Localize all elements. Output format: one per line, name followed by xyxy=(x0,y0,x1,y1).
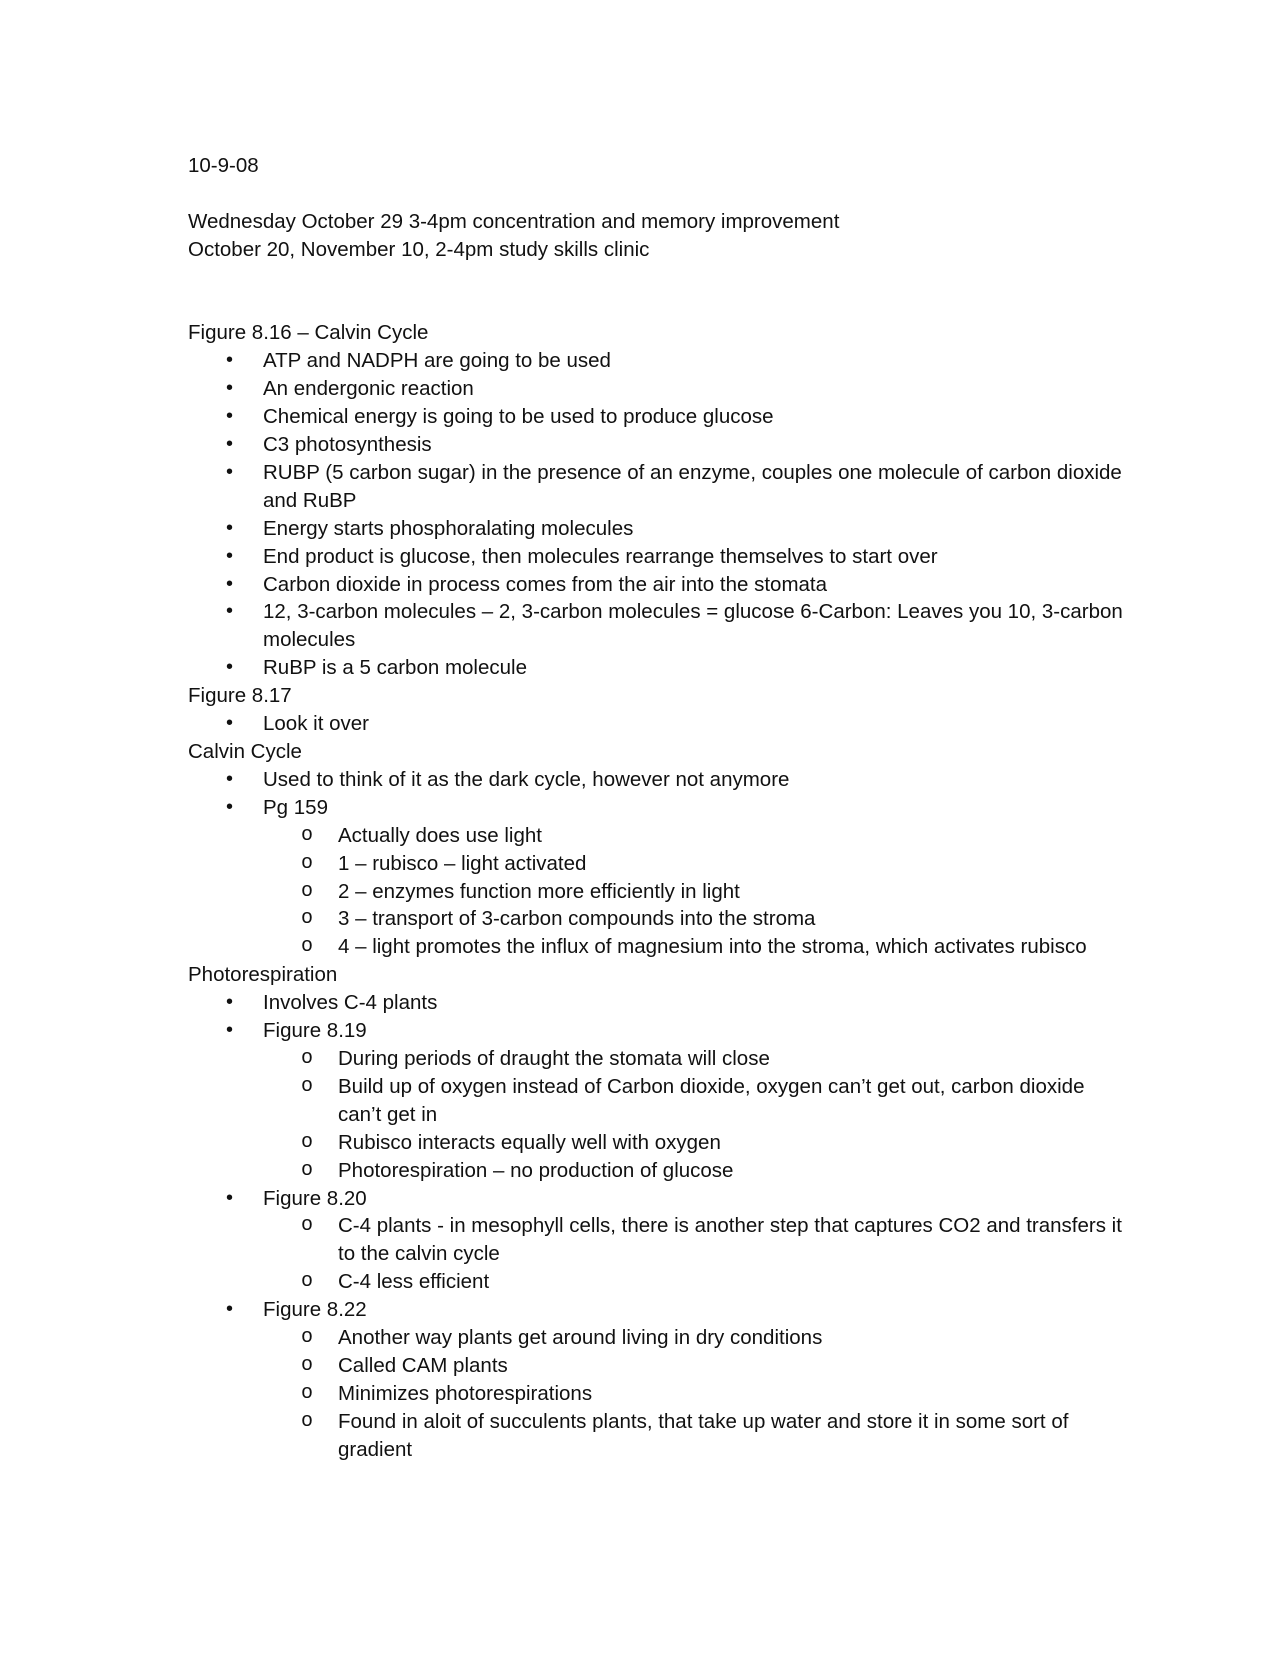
section-heading: Figure 8.16 – Calvin Cycle xyxy=(188,321,429,345)
document-page xyxy=(188,152,1128,1464)
list-item: • Chemical energy is going to be used to produce glucose xyxy=(188,403,1128,431)
sub-list-item: o During periods of draught the stomata will close xyxy=(188,1045,1128,1073)
sub-list-item: o Rubisco interacts equally well with oxygen xyxy=(188,1129,1128,1157)
circle-bullet-icon: o xyxy=(301,1214,314,1238)
sub-list-item: o Photorespiration – no production of glucose xyxy=(188,1157,1128,1185)
bullet-icon: • xyxy=(226,349,234,372)
bullet-list xyxy=(188,347,1128,682)
circle-bullet-icon: o xyxy=(301,1409,314,1433)
list-item: • Pg 159 o Actually does use light o 1 – rubisco – light activated o 2 – enzymes function more efficiently in light o 3 – transport of 3-carbon compounds into the stroma o 4 – light promotes the influx of magnesium into the stroma, which activates rubisco xyxy=(188,794,1128,961)
bullet-icon: • xyxy=(226,600,234,623)
bullet-icon: • xyxy=(226,1019,234,1042)
sub-list-item: o Actually does use light xyxy=(188,822,1128,850)
sub-list-item: o 1 – rubisco – light activated xyxy=(188,850,1128,878)
bullet-list xyxy=(188,989,1128,1463)
sub-bullet-list xyxy=(263,822,1128,962)
list-item: • Figure 8.22 o Another way plants get around living in dry conditions o Called CAM plants o Minimizes photorespirations o Found in aloit of succulents plants, that take up water and store it in some sort of gradient xyxy=(188,1296,1128,1463)
circle-bullet-icon: o xyxy=(301,879,314,903)
bullet-icon: • xyxy=(226,656,234,679)
bullet-icon: • xyxy=(226,516,234,539)
sub-bullet-list xyxy=(263,1045,1128,1185)
circle-bullet-icon: o xyxy=(301,1130,314,1154)
sub-list-item: o Build up of oxygen instead of Carbon dioxide, oxygen can’t get out, carbon dioxide can’t get in xyxy=(301,1074,1085,1126)
circle-bullet-icon: o xyxy=(301,1270,314,1294)
list-item: • Look it over xyxy=(188,710,1128,738)
list-item: • Carbon dioxide in process comes from the air into the stomata xyxy=(188,571,1128,599)
circle-bullet-icon: o xyxy=(301,1074,314,1098)
bullet-icon: • xyxy=(226,1298,234,1321)
list-item: • Used to think of it as the dark cycle, however not anymore xyxy=(188,766,1128,794)
bullet-icon: • xyxy=(226,433,234,456)
bullet-icon: • xyxy=(226,377,234,400)
circle-bullet-icon: o xyxy=(301,1353,314,1377)
announcement-line: Wednesday October 29 3-4pm concentration and memory improvement xyxy=(188,209,840,233)
sub-bullet-list xyxy=(263,1324,1128,1464)
spacer xyxy=(188,264,1128,320)
sub-list-item: o C-4 less efficient xyxy=(188,1268,1128,1296)
list-item: • C3 photosynthesis xyxy=(188,431,1128,459)
sub-list-item: o C-4 plants - in mesophyll cells, there is another step that captures CO2 and transfers it to the calvin cycle xyxy=(301,1214,1122,1266)
bullet-icon: • xyxy=(226,460,234,483)
bullet-list xyxy=(188,766,1128,961)
note-date: 10-9-08 xyxy=(188,154,259,177)
list-item: • End product is glucose, then molecules rearrange themselves to start over xyxy=(188,543,1128,571)
sub-list-item: o 3 – transport of 3-carbon compounds into the stroma xyxy=(188,905,1128,933)
list-item: • Energy starts phosphoralating molecules xyxy=(188,515,1128,543)
bullet-icon: • xyxy=(226,1186,234,1209)
circle-bullet-icon: o xyxy=(301,1381,314,1405)
spacer xyxy=(188,180,1128,208)
bullet-icon: • xyxy=(226,405,234,428)
bullet-icon: • xyxy=(226,712,234,735)
list-item: • RuBP is a 5 carbon molecule xyxy=(188,654,1128,682)
circle-bullet-icon: o xyxy=(301,1158,314,1182)
bullet-list xyxy=(188,710,1128,738)
announcement-line: October 20, November 10, 2-4pm study skills clinic xyxy=(188,237,650,261)
circle-bullet-icon: o xyxy=(301,935,314,959)
circle-bullet-icon: o xyxy=(301,851,314,875)
sub-list-item: o Called CAM plants xyxy=(188,1352,1128,1380)
list-item: • An endergonic reaction xyxy=(188,375,1128,403)
list-item: • 12, 3-carbon molecules – 2, 3-carbon molecules = glucose 6-Carbon: Leaves you 10, 3-carbon molecules xyxy=(226,600,1123,652)
circle-bullet-icon: o xyxy=(301,907,314,931)
bullet-icon: • xyxy=(226,767,234,790)
circle-bullet-icon: o xyxy=(301,1046,314,1070)
sub-list-item: o Minimizes photorespirations xyxy=(188,1380,1128,1408)
bullet-icon: • xyxy=(226,572,234,595)
sub-list-item: o 2 – enzymes function more efficiently in light xyxy=(188,878,1128,906)
list-item: • Figure 8.19 o During periods of draught the stomata will close o Build up of oxygen instead of Carbon dioxide, oxygen can’t get out, carbon dioxide can’t get in o Rubisco interacts equally well with oxygen o Photorespiration – no production of glucose xyxy=(188,1017,1128,1184)
bullet-icon: • xyxy=(226,544,234,567)
list-item: • Figure 8.20 o C-4 plants - in mesophyll cells, there is another step that captures CO2 and transfers it to the calvin cycle o C-4 less efficient xyxy=(188,1185,1128,1297)
sub-list-item: o Another way plants get around living in dry conditions xyxy=(188,1324,1128,1352)
list-item: • Involves C-4 plants xyxy=(188,989,1128,1017)
section-heading: Photorespiration xyxy=(188,963,338,987)
circle-bullet-icon: o xyxy=(301,1326,314,1350)
section-heading: Calvin Cycle xyxy=(188,740,302,763)
list-item: • ATP and NADPH are going to be used xyxy=(188,347,1128,375)
bullet-icon: • xyxy=(226,795,234,818)
sub-bullet-list xyxy=(263,1212,1128,1296)
section-heading: Figure 8.17 xyxy=(188,684,292,708)
sub-list-item: o 4 – light promotes the influx of magnesium into the stroma, which activates rubisco xyxy=(188,933,1128,961)
sub-list-item: o Found in aloit of succulents plants, that take up water and store it in some sort of gradient xyxy=(301,1409,1069,1461)
circle-bullet-icon: o xyxy=(301,823,314,847)
list-item: • RUBP (5 carbon sugar) in the presence of an enzyme, couples one molecule of carbon dioxide and RuBP xyxy=(226,460,1122,512)
bullet-icon: • xyxy=(226,991,234,1014)
